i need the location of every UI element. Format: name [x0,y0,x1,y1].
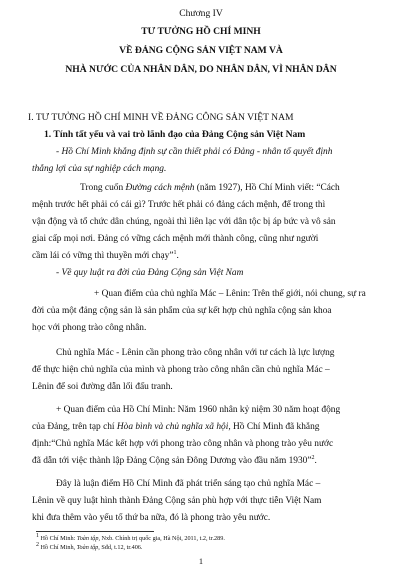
footnote-1: $^1$ Hồ Chí Minh: Toàn tập, Nxb. Chính trị quốc gia, Hà Nội, 2011, t.2, tr.289. [36,532,225,542]
para4-line-3: định:“Chủ nghĩa Mác kết hợp với phong trào công nhân và phong trào yêu nước [32,439,334,449]
para1-line-2: mệnh trước hết phải có cái gì? Trước hết phải có đảng cách mệnh, để trong thì [32,200,326,210]
footnote-divider [36,531,154,532]
italic-intro-line-1: - Hồ Chí Minh khẳng định sự cần thiết phải có Đảng - nhân tố quyết định [56,147,333,157]
para4-line-2: của Đảng, trên tạp chí Hòa bình và chủ nghĩa xã hội, Hồ Chí Minh đã khẳng [32,422,320,432]
para1-line-1: Trong cuốn Đường cách mệnh (năm 1927), Hồ Chí Minh viết: “Cách [80,183,340,193]
footnote-ref-1: 1 [173,249,177,256]
para5-line-2: Lênin về quy luật hình thành Đảng Cộng sản phù hợp với thực tiễn Việt Nam [32,496,322,506]
para4-line-4: đã dẫn tới việc thành lập Đảng Cộng sản Đông Dương vào đầu năm 1930”$^2$. [32,454,317,466]
para3-line-3: Lênin để soi đường dẫn lối đấu tranh. [32,382,173,392]
para3-line-1: Chủ nghĩa Mác - Lênin cần phong trào công nhân với tư cách là lực lượng [56,348,335,358]
subsection-heading: 1. Tính tất yếu và vai trò lãnh đạo của Đảng Cộng sản Việt Nam [44,129,306,140]
chapter-label: Chương IV [179,8,223,19]
para3-line-2: để thực hiện chủ nghĩa của mình và phong trào công nhân cần chủ nghĩa Mác – [32,365,330,375]
footnote-2: $^2$ Hồ Chí Minh, Toàn tập, Sđd, t.12, tr.406. [36,541,143,551]
para1-line-4: giai cấp mọi nơi. Đảng có vững cách mệnh mới thành công, cũng như người [32,234,319,244]
italic-intro-line-2: thắng lợi của sự nghiệp cách mạng. [32,164,167,174]
title-line-1: TƯ TƯỞNG HỒ CHÍ MINH [141,26,261,37]
footnote-ref-2: 2 [311,454,315,461]
para2-line-2: đời của một đảng cộng sản là sản phẩm của sự kết hợp chủ nghĩa cộng sản khoa [32,306,332,316]
para1-line-3: vận động và tổ chức dân chúng, ngoài thì liên lạc với dân tộc bị áp bức và vô sản [32,217,336,227]
page-number: 1 [198,557,204,566]
italic-subheading: - Về quy luật ra đời của Đảng Cộng sản Việt Nam [56,268,244,278]
para4-line-1: + Quan điểm của Hồ Chí Minh: Năm 1960 nhân kỷ niệm 30 năm hoạt động [56,405,341,415]
title-line-3: NHÀ NƯỚC CỦA NHÂN DÂN, DO NHÂN DÂN, VÌ NHÂN DÂN [65,64,337,75]
para5-line-1: Đây là luận điểm Hồ Chí Minh đã phát triển sáng tạo chủ nghĩa Mác – [56,479,321,489]
para5-line-3: khi đưa thêm vào yếu tố thứ ba nữa, đó là phong trào yêu nước. [32,513,271,523]
title-line-2: VỀ ĐẢNG CỘNG SẢN VIỆT NAM VÀ [119,45,283,56]
para2-line-3: học với phong trào công nhân. [32,323,147,333]
section-heading: I. TƯ TƯỞNG HỒ CHÍ MINH VỀ ĐẢNG CÔNG SẢN VIỆT NAM [28,112,294,123]
para1-line-5: cầm lái có vững thì thuyền mới chạy”$^1$. [32,249,179,261]
para2-line-1: + Quan điểm của chủ nghĩa Mác – Lênin: Trên thế giới, nói chung, sự ra [94,289,366,299]
